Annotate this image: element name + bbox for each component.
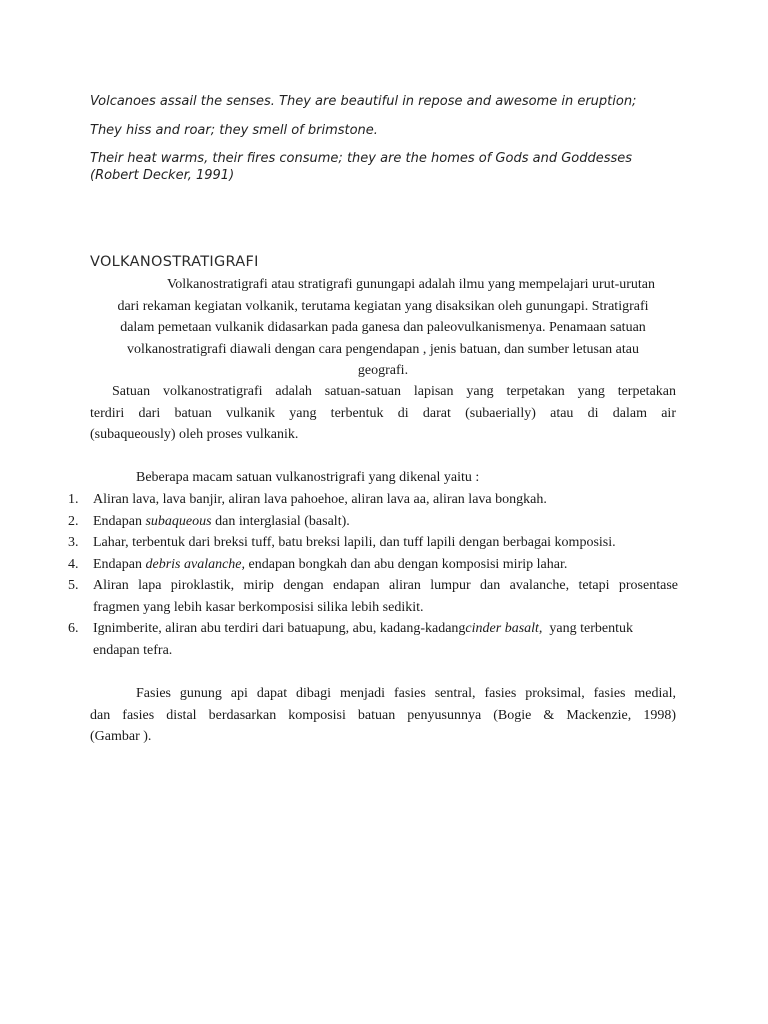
fasies-line-2: dan fasies distal berdasarkan komposisi batuan penyusunnya (Bogie & Mackenzie, 1998) [90,707,676,723]
list-item [62,511,678,533]
satuan-line-3: (subaqueously) oleh proses vulkanik. [90,427,299,442]
unit-list [62,489,678,661]
list-item-text [93,511,678,533]
intro-line-1: Volkanostratigrafi atau stratigrafi gunungapi adalah ilmu yang mempelajari urut-urutan [166,277,656,292]
epigraph-line-2: They hiss and roar; they smell of brimstone. [90,123,378,138]
list-number: 4. [68,556,79,572]
list-number: 1. [68,492,79,507]
epigraph-line-3a: Their heat warms, their fires consume; they are the homes of Gods and Goddesses [90,151,633,166]
list-item [62,489,678,511]
epigraph-line-1: Volcanoes assail the senses. They are beautiful in repose and awesome in eruption; [90,94,637,109]
list-item [62,554,678,576]
list-text-post: yang terbentuk [542,621,634,636]
list-number: 5. [68,578,79,593]
list-text-pre: Endapan [93,556,146,572]
list-intro: Beberapa macam satuan vulkanostrigrafi yang dikenal yaitu : [136,470,480,485]
list-item-text-line-2: fragmen yang lebih kasar berkomposisi silika lebih sedikit. [93,599,424,615]
list-item [62,618,678,661]
list-text-pre: Endapan [93,513,146,529]
list-text-emphasis: subaqueous [145,513,212,529]
list-item-text [93,554,678,576]
intro-line-3: dalam pemetaan vulkanik didasarkan pada ganesa dan paleovulkanismenya. Penamaan satuan [120,320,646,335]
fasies-line-1: Fasies gunung api dapat dibagi menjadi fasies sentral, fasies proksimal, fasies medial, [136,686,676,701]
epigraph-attribution: (Robert Decker, 1991) [90,168,235,183]
satuan-line-1: Satuan volkanostratigrafi adalah satuan-satuan lapisan yang terpetakan yang terpetakan [112,384,676,399]
list-item-text: Lahar, terbentuk dari breksi tuff, batu breksi lapili, dan tuff lapili dengan berbagai komposisi. [93,535,616,550]
list-text-pre: Ignimberite, aliran abu terdiri dari batuapung, abu, kadang-kadang [93,621,466,636]
list-number: 6. [68,621,79,636]
list-item [62,532,678,554]
list-item-text-line-1 [93,618,678,640]
list-number: 3. [68,535,79,550]
list-item [62,575,678,618]
list-item-text-line-1: Aliran lapa piroklastik, mirip dengan endapan aliran lumpur dan avalanche, tetapi prosentase [93,578,678,593]
list-number: 2. [68,513,79,529]
list-text-emphasis: debris avalanche, [145,556,246,572]
intro-line-2: dari rekaman kegiatan volkanik, terutama kegiatan yang disaksikan oleh gunungapi. Stratigrafi [117,298,649,314]
intro-paragraph [90,274,676,382]
list-text-post: dan interglasial (basalt). [211,513,350,529]
satuan-line-2: terdiri dari batuan vulkanik yang terbentuk di darat (subaerially) atau di dalam air [90,405,676,421]
list-text-post: endapan bongkah dan abu dengan komposisi mirip lahar. [245,556,568,572]
intro-line-4: volkanostratigrafi diawali dengan cara pengendapan , jenis batuan, dan sumber letusan atau [127,341,639,357]
section-title: VOLKANOSTRATIGRAFI [90,254,259,270]
fasies-paragraph [90,683,676,748]
list-item-text: Aliran lava, lava banjir, aliran lava pahoehoe, aliran lava aa, aliran lava bongkah. [93,492,547,507]
list-text-emphasis: cinder basalt, [465,621,543,636]
intro-line-5: geografi. [357,363,409,378]
fasies-line-3: (Gambar ). [90,729,152,744]
satuan-paragraph [90,381,676,446]
epigraph-line-3 [90,150,690,184]
list-item-text-line-2: endapan tefra. [93,642,173,658]
